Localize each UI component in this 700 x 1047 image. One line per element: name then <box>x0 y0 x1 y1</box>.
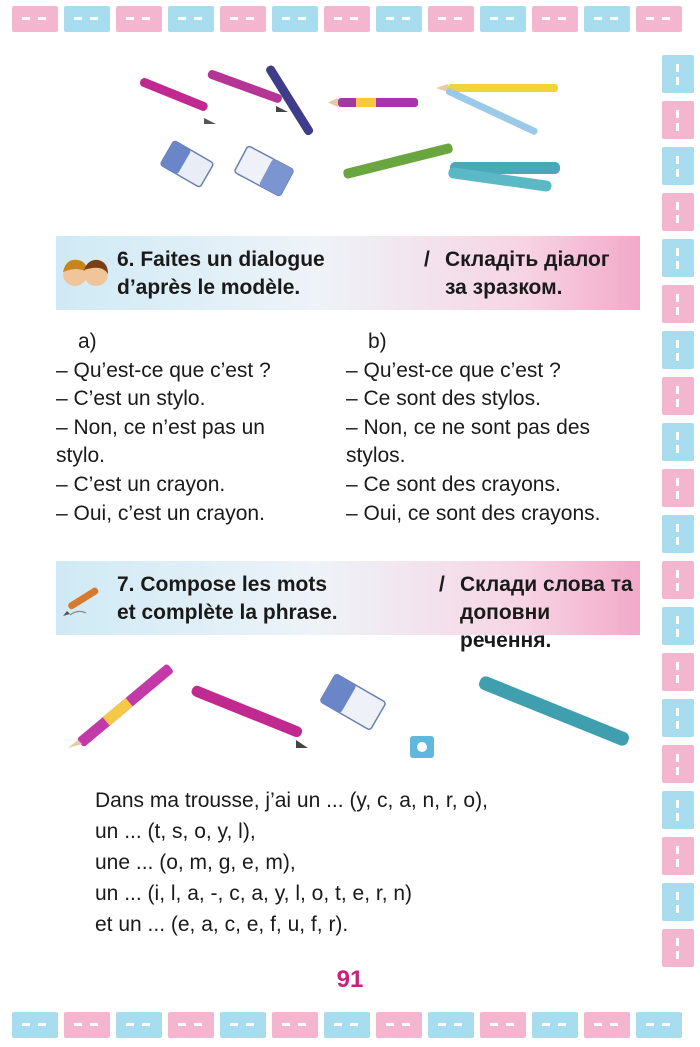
school-supplies-illustration <box>130 62 570 212</box>
border-tile <box>662 791 694 829</box>
pen-icon <box>342 143 453 180</box>
dialog-line: – C’est un crayon. <box>56 472 226 496</box>
exercise-7-header <box>56 561 640 652</box>
title-line: Складіть діалог <box>445 248 610 271</box>
dialog-line: – Ce sont des crayons. <box>346 472 561 496</box>
exercise-6-title-ua <box>445 246 610 302</box>
border-tile <box>636 6 682 32</box>
eraser-icon <box>160 140 214 187</box>
border-tile <box>636 1012 682 1038</box>
border-tile <box>662 55 694 93</box>
border-tile <box>662 147 694 185</box>
border-tile <box>662 607 694 645</box>
border-tile <box>64 1012 110 1038</box>
dialog-a <box>56 328 326 528</box>
border-tile <box>662 377 694 415</box>
border-tile <box>220 6 266 32</box>
exercise-7-title-fr <box>117 571 338 627</box>
top-border <box>0 6 700 32</box>
marker-icon <box>448 162 560 192</box>
right-border <box>662 55 694 1010</box>
border-tile <box>584 6 630 32</box>
border-tile <box>428 1012 474 1038</box>
exercise-7-title-ua <box>460 571 640 655</box>
border-tile <box>272 1012 318 1038</box>
dialog-line: stylo. <box>56 444 106 468</box>
dialog-line: stylos. <box>346 444 406 468</box>
border-tile <box>662 285 694 323</box>
border-tile <box>662 423 694 461</box>
pencil-writing-icon <box>58 579 112 619</box>
title-line: Склади слова та <box>460 573 633 596</box>
border-tile <box>480 1012 526 1038</box>
border-tile <box>662 515 694 553</box>
border-tile <box>662 837 694 875</box>
border-tile <box>662 101 694 139</box>
pen-icon <box>139 77 216 124</box>
border-tile <box>272 6 318 32</box>
border-tile <box>662 883 694 921</box>
border-tile <box>532 1012 578 1038</box>
border-tile <box>662 745 694 783</box>
two-children-talking-icon <box>58 254 112 294</box>
border-tile <box>324 6 370 32</box>
dialog-line: – Ce sont des stylos. <box>346 387 541 411</box>
dialog-line: – Oui, c’est un crayon. <box>56 501 265 525</box>
border-tile <box>662 699 694 737</box>
dialog-line: – C’est un stylo. <box>56 387 206 411</box>
border-tile <box>12 1012 58 1038</box>
border-tile <box>662 653 694 691</box>
border-tile <box>584 1012 630 1038</box>
dialog-b <box>346 328 646 528</box>
border-tile <box>662 929 694 967</box>
border-tile <box>376 1012 422 1038</box>
pencil-icon <box>328 98 418 107</box>
border-tile <box>428 6 474 32</box>
border-tile <box>662 561 694 599</box>
border-tile <box>324 1012 370 1038</box>
title-line: 6. Faites un dialogue <box>117 248 325 271</box>
eraser-icon <box>234 146 294 197</box>
title-line: за зразком. <box>445 276 563 299</box>
exercise-line: une ... (o, m, g, e, m), <box>95 851 296 874</box>
title-line: et complète la phrase. <box>117 601 338 624</box>
border-tile <box>662 193 694 231</box>
dialog-line: – Non, ce n’est pas un <box>56 415 265 439</box>
dialog-line: – Oui, ce sont des crayons. <box>346 501 601 525</box>
title-separator: / <box>424 248 430 271</box>
border-tile <box>532 6 578 32</box>
border-tile <box>116 1012 162 1038</box>
exercise-line: un ... (t, s, o, y, l), <box>95 820 256 843</box>
border-tile <box>12 6 58 32</box>
title-line: доповни речення. <box>460 601 552 652</box>
pen-icon <box>190 684 308 748</box>
dialog-letter: b) <box>368 330 387 353</box>
border-tile <box>168 6 214 32</box>
border-tile <box>168 1012 214 1038</box>
dialog-letter: a) <box>78 330 97 353</box>
border-tile <box>480 6 526 32</box>
dialog-line: – Non, ce ne sont pas des <box>346 415 590 439</box>
exercise-line: et un ... (e, a, c, e, f, u, f, r). <box>95 913 349 936</box>
exercise-6-header <box>56 236 640 310</box>
sharpener-icon <box>410 736 434 758</box>
pencil-icon <box>68 663 174 748</box>
bottom-border <box>0 1012 700 1038</box>
exercise-line: un ... (i, l, a, -, c, a, y, l, o, t, e, r, n) <box>95 882 413 905</box>
border-tile <box>220 1012 266 1038</box>
pencil-icon <box>445 87 539 136</box>
school-supplies-illustration <box>60 652 640 767</box>
border-tile <box>376 6 422 32</box>
page-number: 91 <box>336 966 364 993</box>
marker-icon <box>477 675 631 748</box>
border-tile <box>64 6 110 32</box>
border-tile <box>662 469 694 507</box>
exercise-7-text <box>95 785 488 940</box>
border-tile <box>662 331 694 369</box>
dialog-line: – Qu’est-ce que c’est ? <box>56 358 271 382</box>
title-separator: / <box>439 573 445 596</box>
eraser-icon <box>320 674 386 731</box>
exercise-6-title-fr <box>117 246 325 302</box>
title-line: 7. Compose les mots <box>117 573 328 596</box>
border-tile <box>116 6 162 32</box>
exercise-line: Dans ma trousse, j’ai un ... (y, c, a, n, r, o), <box>95 789 488 812</box>
title-line: d’après le modèle. <box>117 276 301 299</box>
dialog-line: – Qu’est-ce que c’est ? <box>346 358 561 382</box>
border-tile <box>662 239 694 277</box>
